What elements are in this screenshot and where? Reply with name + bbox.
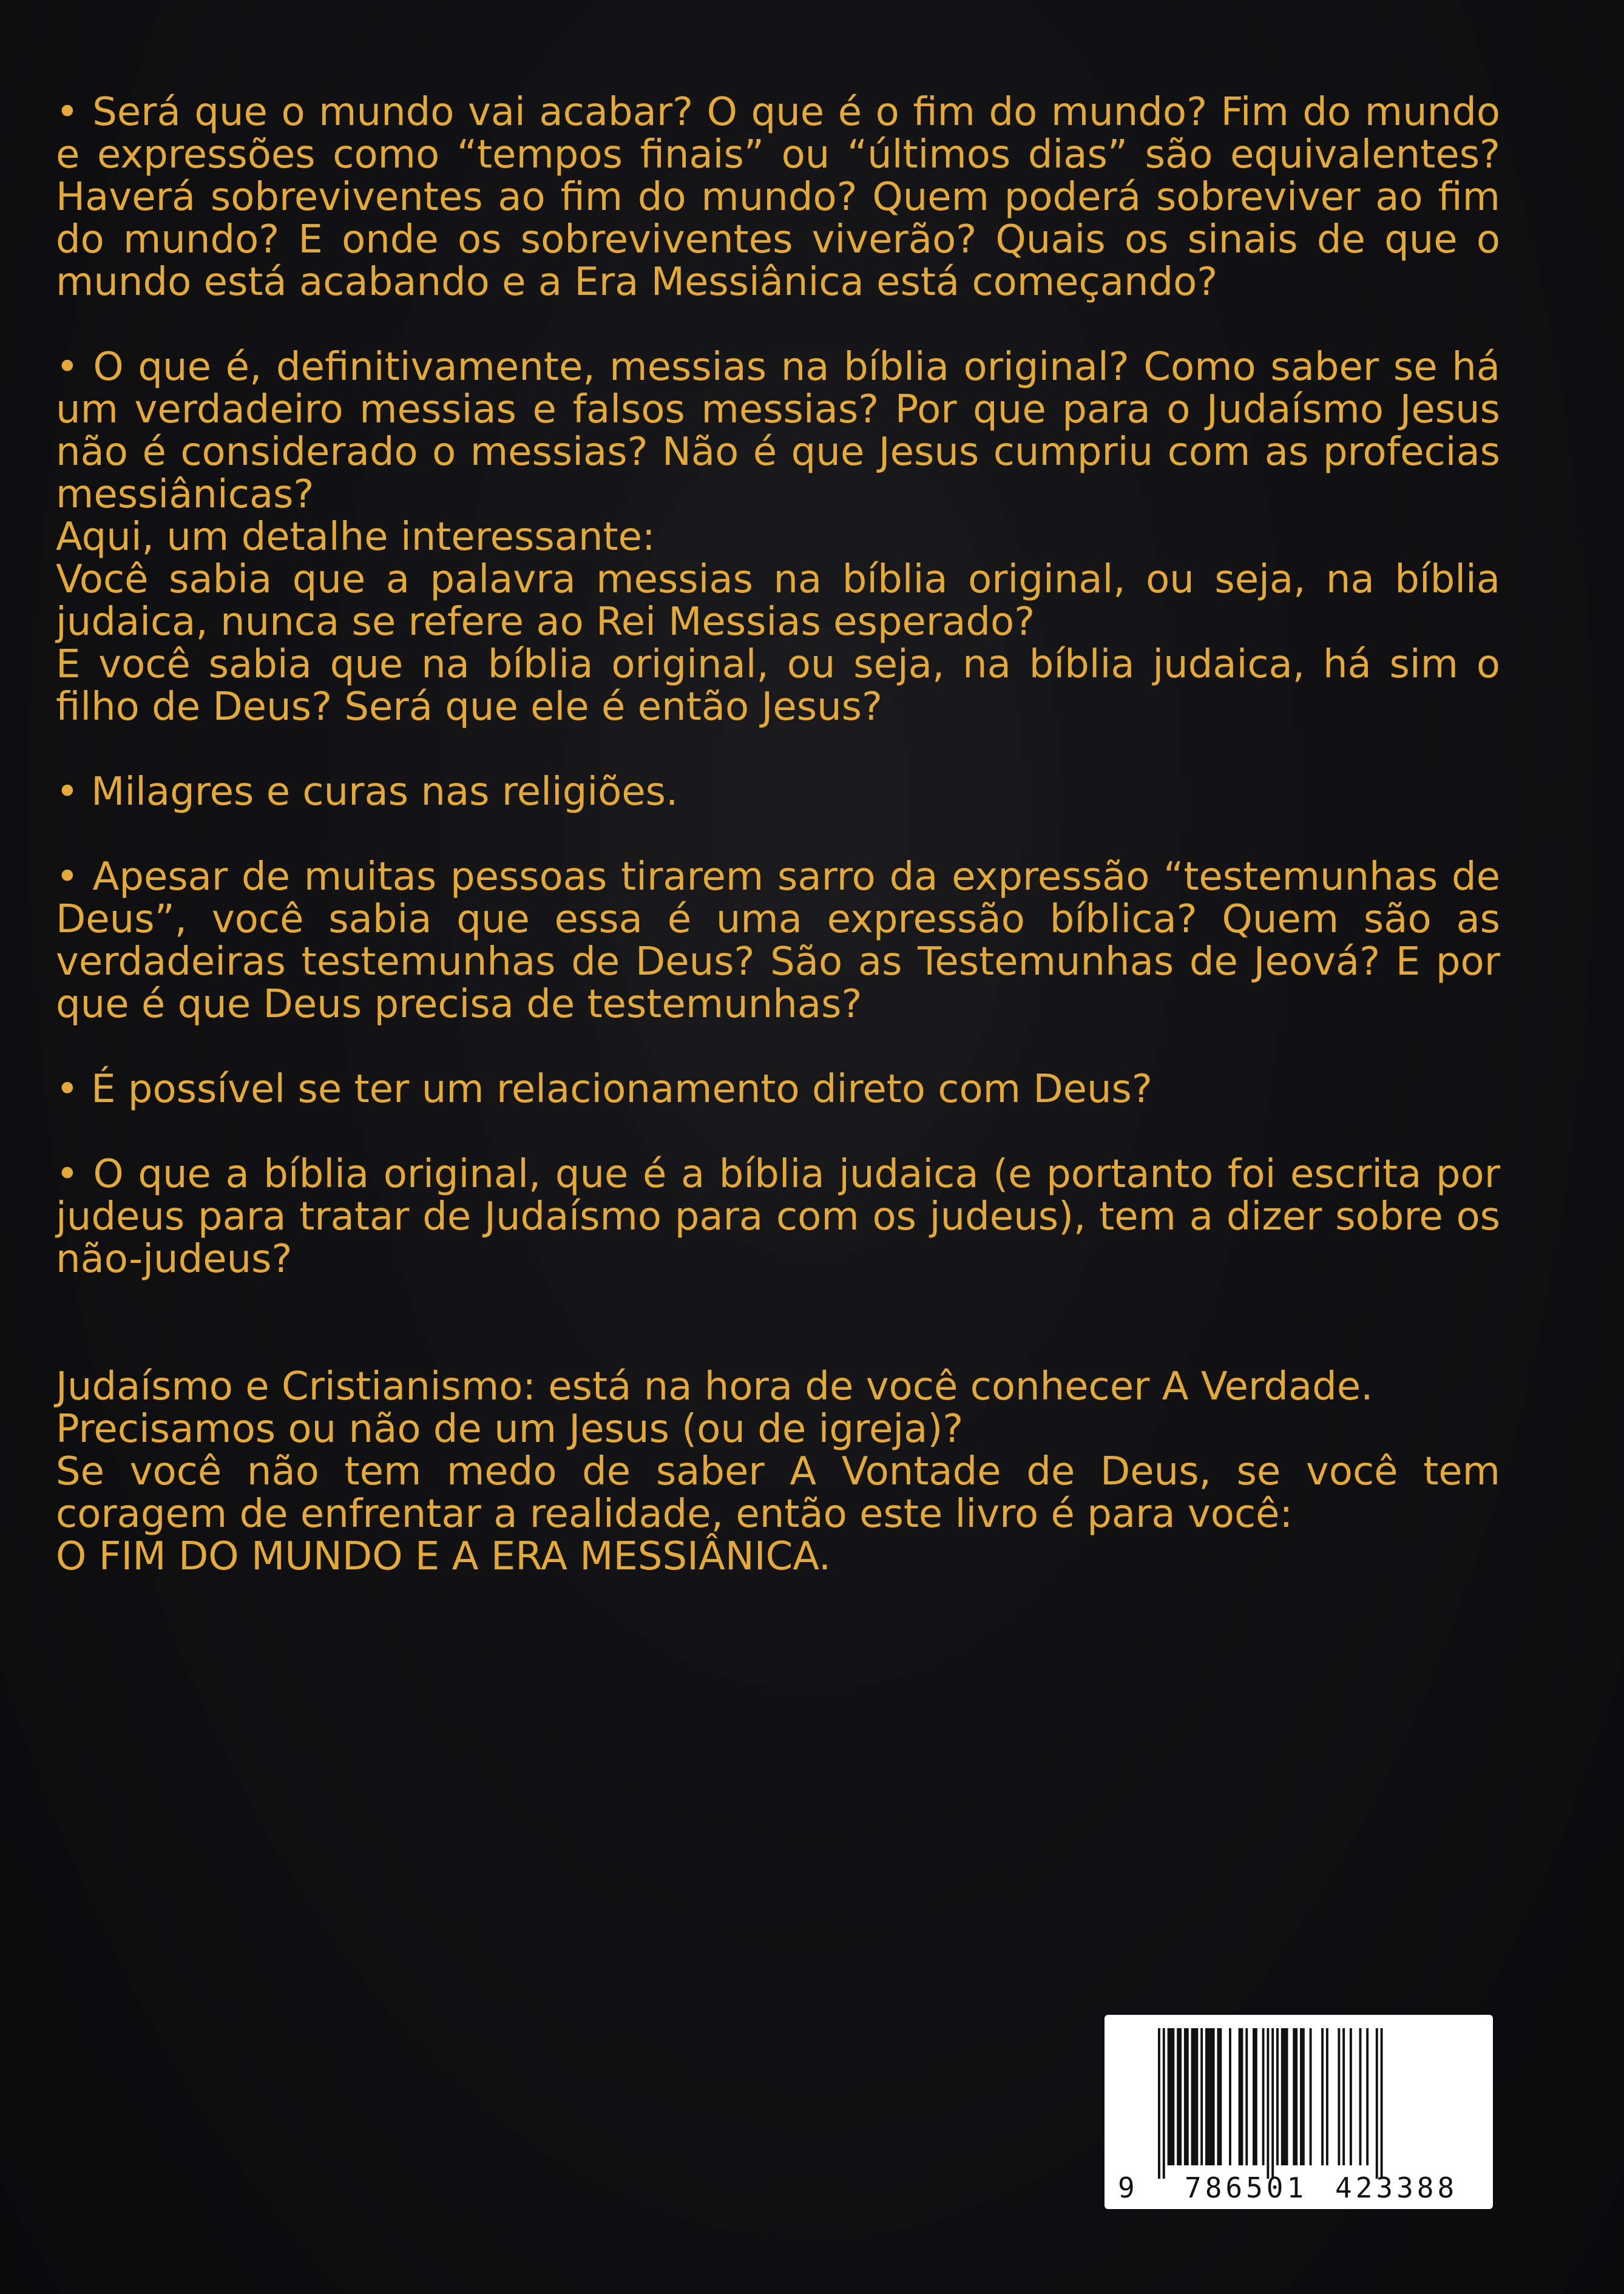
- closing-statement: [56, 1365, 1500, 1578]
- barcode-bar: [1184, 2028, 1189, 2165]
- barcode-bar: [1293, 2028, 1298, 2165]
- barcode-bar: [1300, 2028, 1305, 2165]
- barcode-bar: [1321, 2028, 1324, 2165]
- barcode-bar: [1281, 2028, 1288, 2165]
- paragraph-end-of-world: [56, 91, 1500, 303]
- barcode-bar: [1326, 2028, 1328, 2165]
- paragraph-text: • Apesar de muitas pessoas tirarem sarro da expressão “testemunhas de Deus”, você sabia que essa é uma expressão bíblica? Quem são as verdadeiras testemunhas de Deus? São as Testemunhas de Jeová? E por que é que Deus precisa de testemunhas?: [56, 854, 1500, 1027]
- barcode-bar: [1191, 2028, 1199, 2165]
- closing-line: Judaísmo e Cristianismo: está na hora de você conhecer A Verdade.: [56, 1364, 1373, 1409]
- closing-line: Se você não tem medo de saber A Vontade de Deus, se você tem coragem de enfrentar a realidade, então este livro é para você:: [56, 1449, 1500, 1537]
- barcode-bar: [1168, 2028, 1175, 2165]
- barcode-bar: [1342, 2028, 1345, 2165]
- paragraph-witnesses: [56, 856, 1500, 1026]
- paragraph-text: • O que é, definitivamente, messias na bíblia original? Como saber se há um verdadeiro messias e falsos messias? Por que para o Judaísmo Jesus não é considerado o messias? Não é que Jesus cumpriu com as profecias messiânicas?: [56, 345, 1500, 517]
- barcode-bar: [1205, 2028, 1215, 2165]
- barcode-bar: [1253, 2028, 1257, 2165]
- barcode-bar: [1239, 2028, 1243, 2165]
- isbn-digits-left: 786501: [1185, 2171, 1308, 2204]
- isbn-number: [1105, 2171, 1493, 2202]
- barcode-bar: [1262, 2028, 1265, 2165]
- paragraph-relationship: [56, 1068, 1500, 1111]
- barcode-bar: [1245, 2028, 1248, 2165]
- paragraph-text: • Milagres e curas nas religiões.: [56, 770, 678, 814]
- isbn-barcode: [1105, 2015, 1493, 2209]
- book-title: O FIM DO MUNDO E A ERA MESSIÂNICA.: [56, 1534, 831, 1579]
- barcode-bar: [1217, 2028, 1222, 2165]
- barcode-bar: [1310, 2028, 1312, 2165]
- barcode-bar: [1158, 2028, 1160, 2179]
- paragraph-line: E você sabia que na bíblia original, ou seja, na bíblia judaica, há sim o filho de Deus? Será que ele é então Jesus?: [56, 642, 1500, 729]
- barcode-bar: [1177, 2028, 1182, 2165]
- paragraph-messiah: [56, 346, 1500, 728]
- isbn-digit-first: 9: [1118, 2171, 1135, 2204]
- isbn-digits-right: 423388: [1335, 2171, 1458, 2204]
- paragraph-text: • Será que o mundo vai acabar? O que é o fim do mundo? Fim do mundo e expressões como “tempos finais” ou “últimos dias” são equivalentes? Haverá sobreviventes ao fim do mundo? Quem poderá sobreviver ao fim do mundo? E onde os sobreviventes viverão? Quais os sinais de que o mundo está acabando e a Era Messiânica está começando?: [56, 90, 1500, 305]
- paragraph-line: Aqui, um detalhe interessante:: [56, 515, 655, 560]
- barcode-bar: [1381, 2028, 1383, 2179]
- barcode-bar: [1267, 2028, 1269, 2179]
- barcode-bar: [1338, 2028, 1340, 2165]
- barcode-bar: [1350, 2028, 1352, 2165]
- barcode-bar: [1229, 2028, 1231, 2165]
- barcode-bar: [1200, 2028, 1203, 2165]
- paragraph-non-jews: [56, 1153, 1500, 1281]
- barcode-bar: [1366, 2028, 1369, 2165]
- closing-line: Precisamos ou não de um Jesus (ou de igreja)?: [56, 1407, 964, 1452]
- paragraph-text: • É possível se ter um relacionamento direto com Deus?: [56, 1067, 1152, 1112]
- barcode-bar: [1271, 2028, 1274, 2179]
- barcode-bar: [1359, 2028, 1362, 2165]
- barcode-bar: [1163, 2028, 1165, 2179]
- paragraph-text: • O que a bíblia original, que é a bíblia judaica (e portanto foi escrita por judeus para tratar de Judaísmo para com os judeus), tem a dizer sobre os não-judeus?: [56, 1152, 1500, 1282]
- barcode-bar: [1376, 2028, 1378, 2179]
- barcode-bar: [1276, 2028, 1279, 2165]
- back-cover-text: [56, 91, 1500, 1578]
- paragraph-line: Você sabia que a palavra messias na bíblia original, ou seja, na bíblia judaica, nunca se refere ao Rei Messias esperado?: [56, 557, 1500, 645]
- paragraph-miracles: [56, 771, 1500, 813]
